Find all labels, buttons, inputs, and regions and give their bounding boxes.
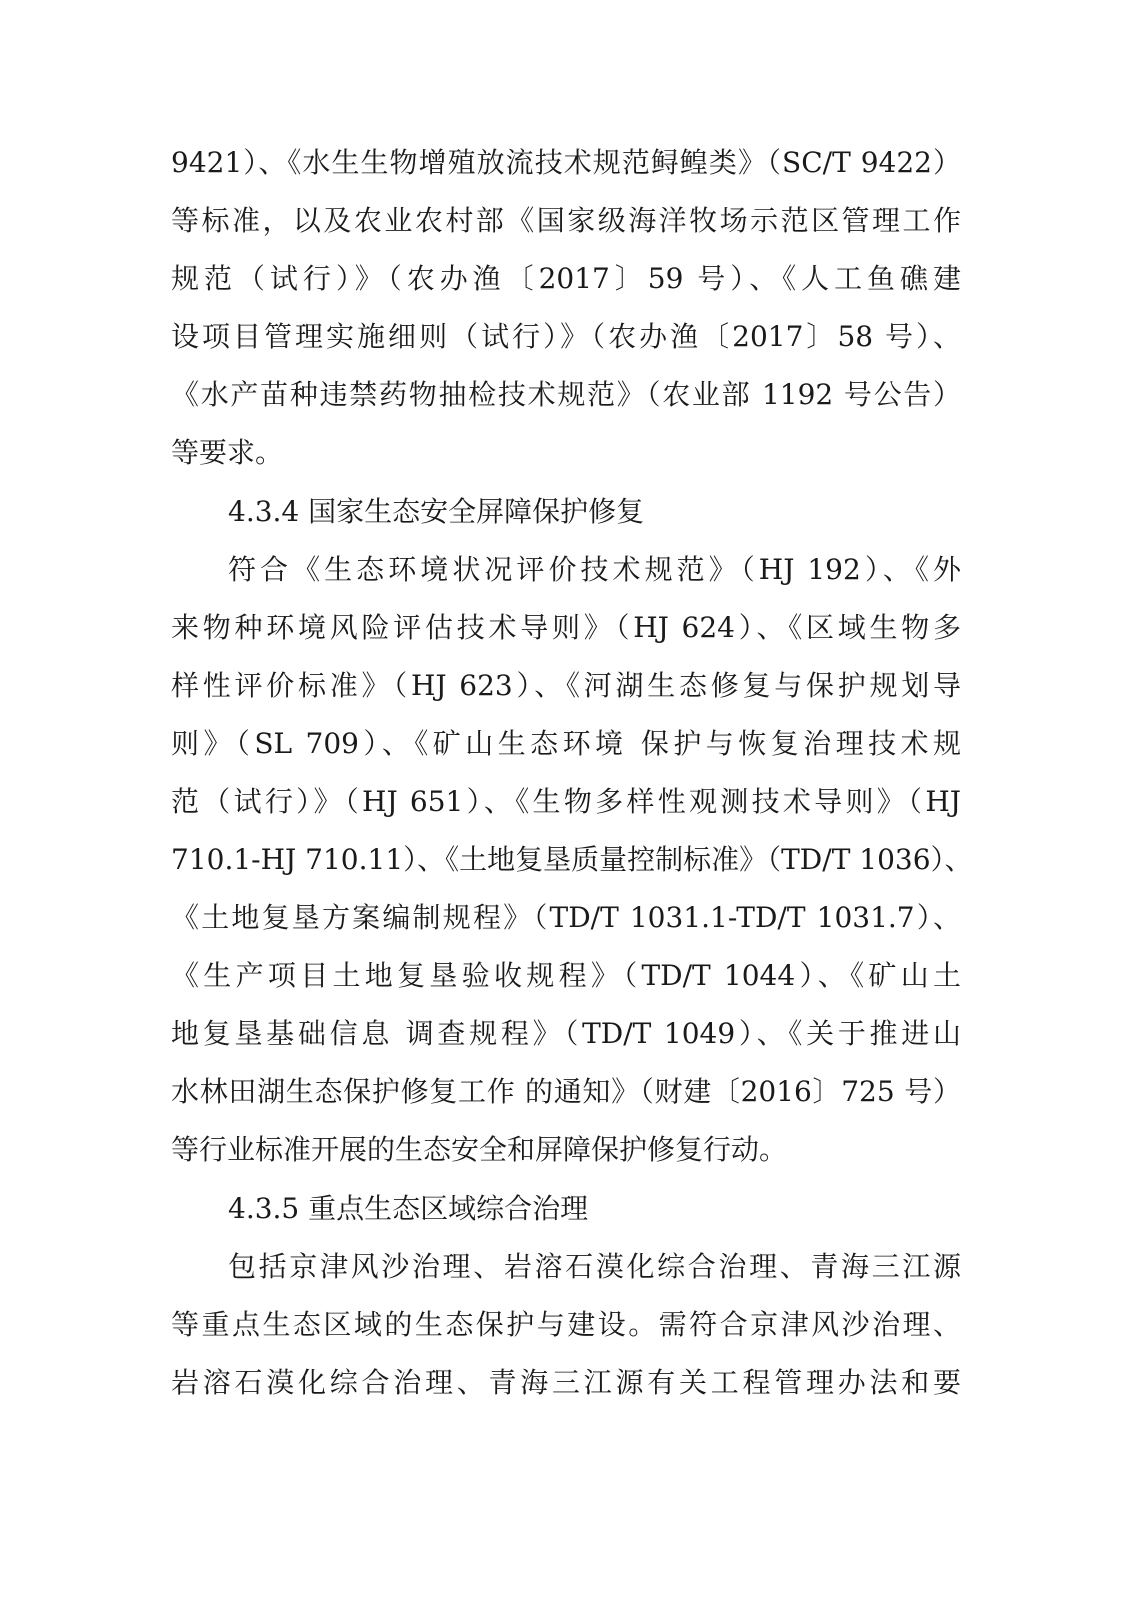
text-line: 样性评价标准》（HJ 623）、《河湖生态修复与保护规划导	[171, 669, 961, 702]
text-line: 来物种环境风险评估技术导则》（HJ 624）、《区域生物多	[171, 611, 961, 644]
text-line: 地复垦基础信息 调查规程》（TD/T 1049）、《关于推进山	[171, 1017, 961, 1050]
text-line: 等行业标准开展的生态安全和屏障保护修复行动。	[171, 1133, 788, 1166]
paragraph-first-line: 符合《生态环境状况评价技术规范》（HJ 192）、《外	[228, 553, 961, 586]
text-line: 规范（试行）》（农办渔〔2017〕59 号）、《人工鱼礁建	[171, 262, 961, 295]
section-heading-4-3-5: 4.3.5 重点生态区域综合治理	[228, 1192, 589, 1225]
text-line: 《生产项目土地复垦验收规程》（TD/T 1044）、《矿山土	[171, 959, 961, 992]
text-line: 范（试行）》（HJ 651）、《生物多样性观测技术导则》（HJ	[171, 785, 961, 818]
text-line: 710.1-HJ 710.11）、《土地复垦质量控制标准》（TD/T 1036）、	[171, 843, 973, 876]
text-line: 《土地复垦方案编制规程》（TD/T 1031.1-TD/T 1031.7）、	[171, 901, 961, 934]
text-line: 则》（SL 709）、《矿山生态环境 保护与恢复治理技术规	[171, 727, 961, 760]
text-line: 设项目管理实施细则（试行）》（农办渔〔2017〕58 号）、	[171, 320, 961, 353]
paragraph-first-line: 包括京津风沙治理、岩溶石漠化综合治理、青海三江源	[228, 1250, 961, 1283]
section-heading-4-3-4: 4.3.4 国家生态安全屏障保护修复	[228, 495, 645, 528]
text-line: 等标准，以及农业农村部《国家级海洋牧场示范区管理工作	[171, 204, 961, 237]
text-line: 9421）、《水生生物增殖放流技术规范鲟鳇类》（SC/T 9422）	[171, 146, 961, 179]
text-line: 岩溶石漠化综合治理、青海三江源有关工程管理办法和要	[171, 1366, 961, 1399]
text-line: 水林田湖生态保护修复工作 的通知》（财建〔2016〕725 号）	[171, 1075, 961, 1108]
text-line: 等要求。	[171, 436, 284, 469]
text-line: 等重点生态区域的生态保护与建设。需符合京津风沙治理、	[171, 1308, 961, 1341]
text-line: 《水产苗种违禁药物抽检技术规范》（农业部 1192 号公告）	[171, 378, 961, 411]
